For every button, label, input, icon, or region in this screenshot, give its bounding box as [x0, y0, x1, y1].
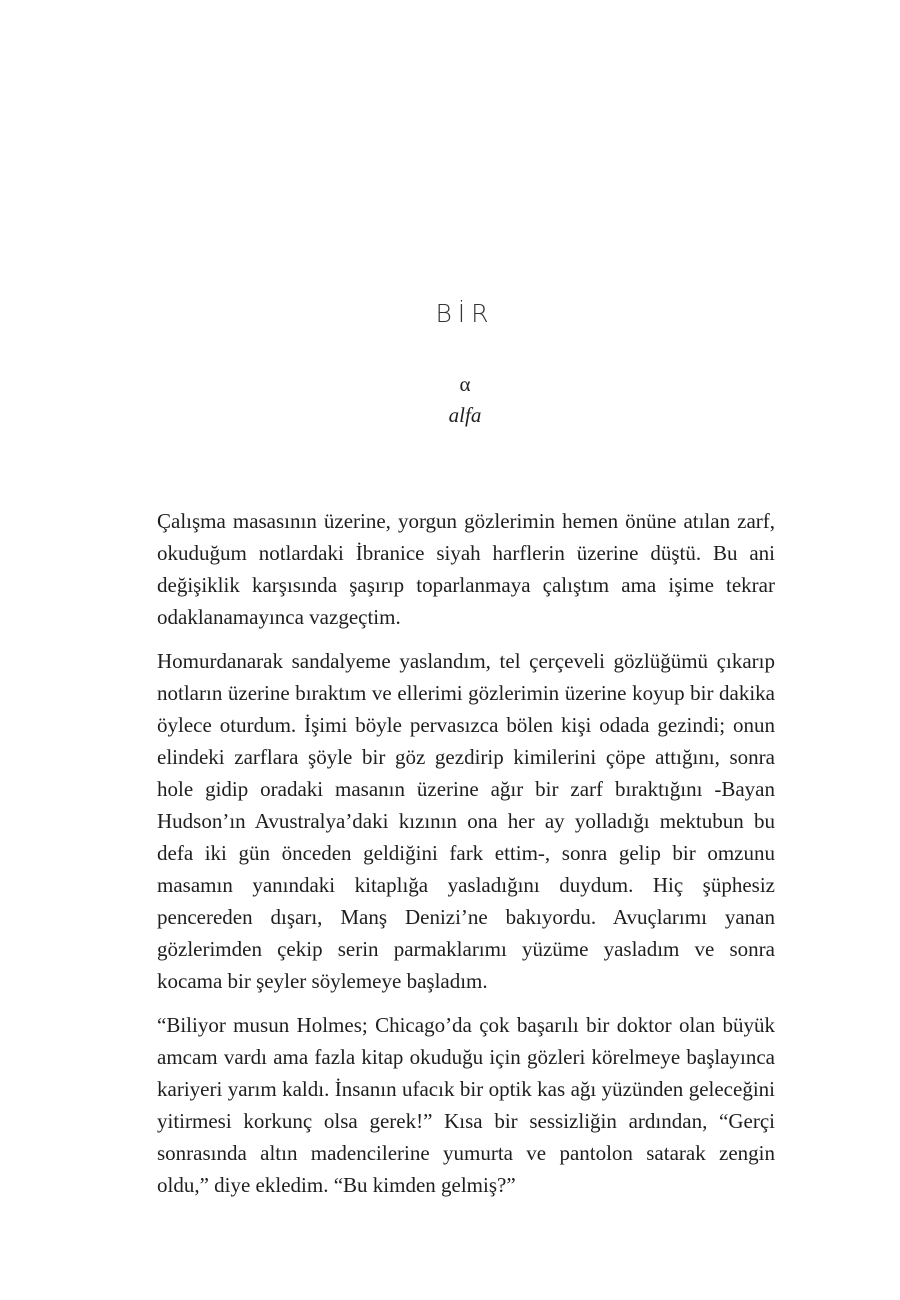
- chapter-body: [157, 505, 775, 1213]
- paragraph: Homurdanarak sandalyeme yaslandım, tel çerçeveli gözlüğümü çıkarıp notların üzerine bıraktım ve ellerimi gözlerimin üzerine koyup bir dakika öylece oturdum. İşimi böyle pervasızca bölen kişi odada gezindi; onun elindeki zarflara şöyle bir göz gezdirip kimilerini çöpe attığını, sonra hole gidip oradaki masanın üzerine ağır bir zarf bıraktığını -Bayan Hudson’ın Avustralya’daki kızının ona her ay yolladığı mektubun bu defa iki gün önceden geldiğini fark ettim-, sonra gelip bir omzunu masamın yanındaki kitaplığa yasladığını duydum. Hiç şüphesiz pencereden dışarı, Manş Denizi’ne bakıyordu. Avuçlarımı yanan gözlerimden çekip serin parmaklarımı yüzüme yasladım ve sonra kocama bir şeyler söylemeye başladım.: [157, 649, 775, 993]
- chapter-greek-letter: α: [459, 372, 471, 396]
- paragraph: “Biliyor musun Holmes; Chicago’da çok başarılı bir doktor olan büyük amcam vardı ama fazla kitap okuduğu için gözleri körelmeye başlayınca kariyeri yarım kaldı. İnsanın ufacık bir optik kas ağı yüzünden geleceğini yitirmesi korkunç olsa gerek!” Kısa bir sessizliğin ardından, “Gerçi sonrasında altın madencilerine yumurta ve pantolon satarak zengin oldu,” diye ekledim. “Bu kimden gelmiş?”: [157, 1013, 775, 1197]
- paragraph: Çalışma masasının üzerine, yorgun gözlerimin hemen önüne atılan zarf, okuduğum notlardaki İbranice siyah harflerin üzerine düştü. Bu ani değişiklik karşısında şaşırıp toparlanmaya çalıştım ama işime tekrar odaklanamayınca vazgeçtim.: [157, 509, 775, 629]
- chapter-greek-letter-name: alfa: [448, 403, 482, 427]
- chapter-title: BİR: [435, 299, 495, 328]
